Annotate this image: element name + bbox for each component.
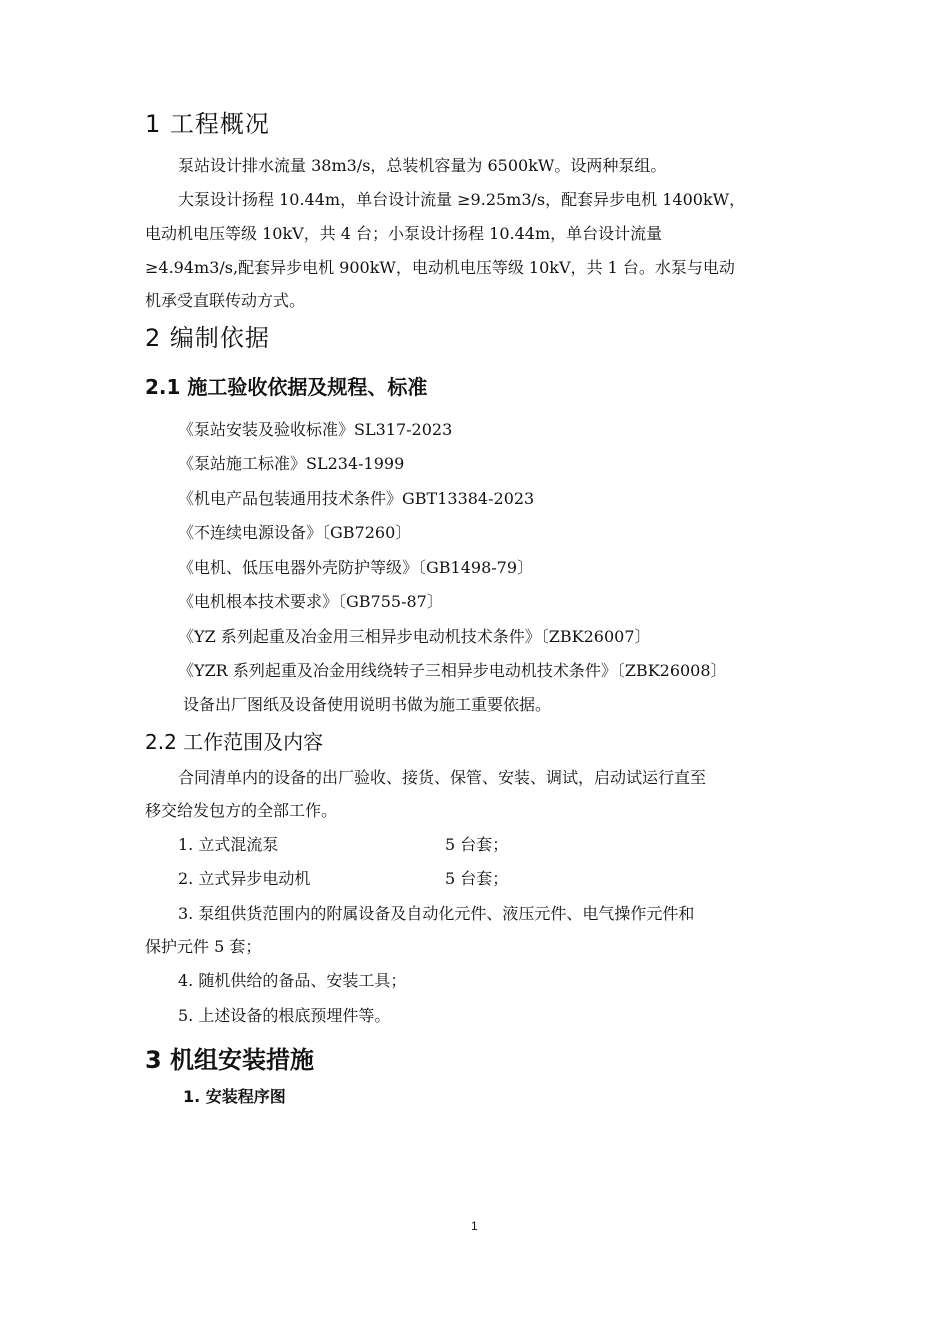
section-2-2-paragraph-line-1: 合同清单内的设备的出厂验收、接货、保管、安装、调试，启动试运行直至 (178, 768, 707, 787)
scope-item-2-label: 2. 立式异步电动机 (178, 869, 311, 888)
section-2-1-heading: 2.1 施工验收依据及规程、标准 (145, 375, 428, 399)
standard-item: 《泵站安装及验收标准》SL317-2023 (178, 420, 453, 439)
scope-item-1-label: 1. 立式混流泵 (178, 835, 279, 854)
section-2-2-heading: 2.2 工作范围及内容 (145, 730, 324, 754)
scope-item-3-line-2: 保护元件 5 套； (145, 937, 262, 956)
scope-item-2-quantity: 5 台套； (445, 869, 509, 888)
standard-item: 《YZ 系列起重及冶金用三相异步电动机技术条件》〔ZBK26007〕 (178, 627, 651, 646)
section-1-paragraph-2-line-1: 大泵设计扬程 10.44m，单台设计流量 ≥9.25m3/s，配套异步电机 1400kW， (178, 190, 746, 209)
standard-item: 《机电产品包装通用技术条件》GBT13384-2023 (178, 489, 535, 508)
section-1-paragraph-2-line-4: 机承受直联传动方式。 (145, 291, 306, 310)
section-1-paragraph-1: 泵站设计排水流量 38m3/s，总装机容量为 6500kW。设两种泵组。 (178, 156, 667, 175)
scope-item-3-line-1: 3. 泵组供货范围内的附属设备及自动化元件、液压元件、电气操作元件和 (178, 904, 695, 923)
section-1-paragraph-2-line-3: ≥4.94m3/s,配套异步电机 900kW，电动机电压等级 10kV，共 1 台。水泵与电动 (145, 258, 735, 277)
scope-item-4: 4. 随机供给的备品、安装工具； (178, 971, 407, 990)
section-2-heading: 2 编制依据 (145, 324, 270, 352)
standard-item: 《电机、低压电器外壳防护等级》〔GB1498-79〕 (178, 558, 534, 577)
scope-item-1-quantity: 5 台套； (445, 835, 509, 854)
section-1-heading: 1 工程概况 (145, 110, 270, 138)
section-3-1-heading: 1. 安装程序图 (183, 1087, 286, 1106)
scope-item-5: 5. 上述设备的根底预埋件等。 (178, 1006, 391, 1025)
standard-item: 《YZR 系列起重及冶金用线绕转子三相异步电动机技术条件》〔ZBK26008〕 (178, 661, 727, 680)
section-2-2-paragraph-line-2: 移交给发包方的全部工作。 (145, 801, 338, 820)
standard-item: 设备出厂图纸及设备使用说明书做为施工重要依据。 (183, 695, 552, 714)
page-number: 1 (471, 1219, 478, 1233)
standard-item: 《不连续电源设备》〔GB7260〕 (178, 523, 412, 542)
standard-item: 《泵站施工标准》SL234-1999 (178, 454, 405, 473)
section-3-heading: 3 机组安装措施 (145, 1046, 315, 1074)
standard-item: 《电机根本技术要求》〔GB755-87〕 (178, 592, 443, 611)
section-1-paragraph-2-line-2: 电动机电压等级 10kV，共 4 台；小泵设计扬程 10.44m，单台设计流量 (145, 224, 663, 243)
